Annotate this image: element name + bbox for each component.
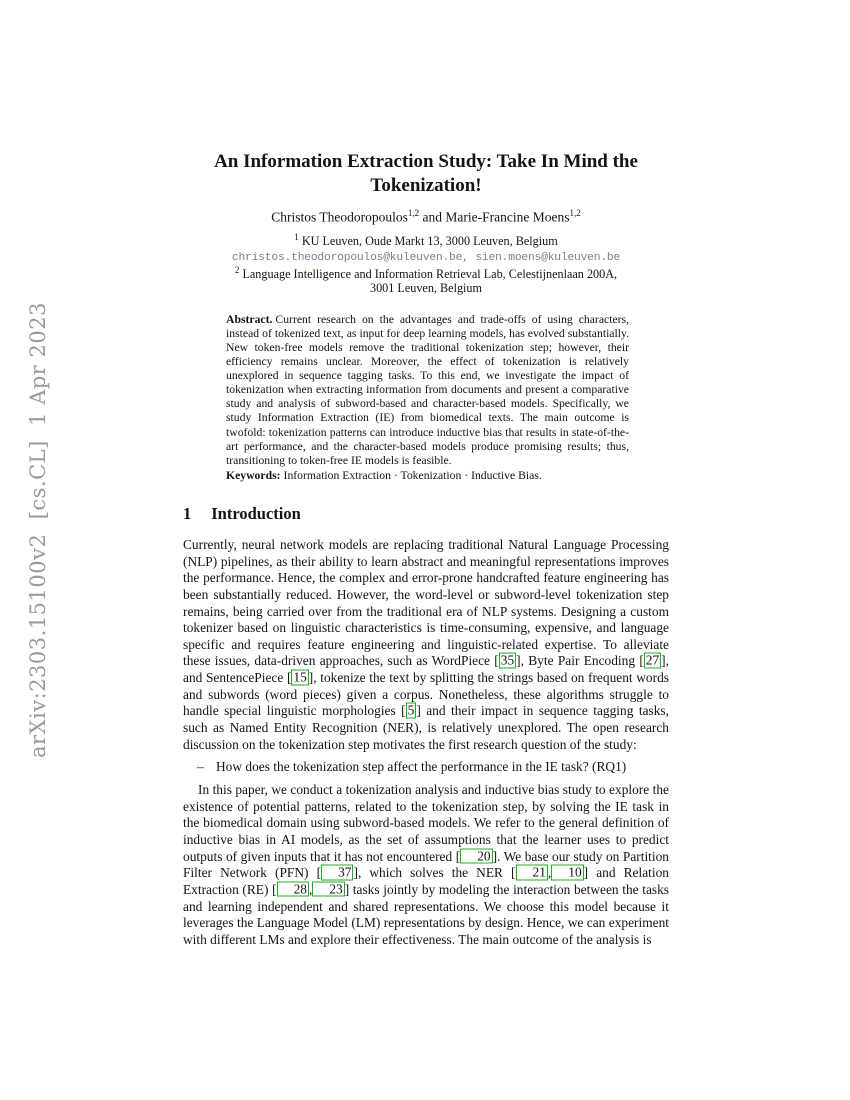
affiliation-2-text-line2: 3001 Leuven, Belgium [369, 281, 483, 296]
intro-paragraph-1: Currently, neural network models are replacing traditional Natural Language Processing (NLP) pipelines, as their ability to learn abstract and meaningful representations improves the performance. Hence, the complex and error-prone handcrafted feature engineering has been substantially reduced. However, the word-level or subword-level tokenization step remains, being carried over from the traditional era of NLP systems. Designing a custom tokenizer based on linguistic characteristics is time-consuming, expensive, and language specific and requires feature engineering and linguistic-related expertise. To alleviate these issues, data-driven approaches, such as WordPiece [ 35 ], Byte Pair Encoding [ 27 ], and SentencePiece [ 15 ], tokenize the text by splitting the strings based on frequent words and subwords (word pieces) given a corpus. Nonetheless, these algorithms struggle to handle special linguistic morphologies [ 5 ] and their impact in sequence tagging tasks, such as Named Entity Recognition (NER), is relatively unexplored. The open research discussion on the tokenization step motivates the first research question of the study: [183, 536, 669, 752]
citation-link[interactable]: 35 [500, 652, 515, 668]
authors-connector: and [419, 209, 446, 225]
citation-link[interactable]: 15 [293, 669, 307, 685]
section-heading-introduction [183, 504, 669, 524]
paper-page [183, 0, 669, 949]
intro-paragraph-2: In this paper, we conduct a tokenization analysis and inductive bias study to explore the existence of potential patterns, related to the tokenization step, by solving the IE task in the biomedical domain using subword-based models. We refer to the general definition of inductive bias in AI models, as the set of assumptions that the learner uses to predict outputs of given inputs that it has not encountered [ 20 ]. We base our study on Partition Filter Network (PFN) [ 37 ], which solves the NER [ 21 , 10 ] and Relation Extraction (RE) [ 28 , 23 ] tasks jointly by modeling the interaction between the tasks and learning independent and shared representations. We choose this model because it leverages the Language Model (LM) representations by design. Hence, we can experiment with different LMs and explore their effectiveness. The main outcome of the analysis is [183, 782, 670, 947]
keywords-text: Information Extraction · Tokenization · Inductive Bias. [283, 468, 542, 482]
affiliation-1-text: KU Leuven, Oude Markt 13, 3000 Leuven, Belgium [298, 234, 558, 249]
citation-link[interactable]: 20 [460, 848, 492, 863]
author-1: Christos Theodoropoulos [271, 209, 408, 225]
keywords-line [226, 469, 629, 483]
citation-link[interactable]: 21 [516, 865, 548, 880]
abstract-text: Current research on the advantages and trade-offs of using characters, instead of tokenized text, as input for deep learning models, has evolved substantially. New token-free models remove the traditional tokenization step; however, their efficiency remains unclear. Moreover, the effect of tokenization is relatively unexplored in sequence tagging tasks. To this end, we investigate the impact of tokenization when extracting information from documents and present a comparative study and analysis of subword-based and character-based models. Specifically, we study Information Extraction (IE) from biomedical texts. The main outcome is twofold: tokenization patterns can introduce inductive bias that results in state-of-the-art performance, and the character-based models produce promising results; thus, transitioning to token-free IE models is feasible. [226, 312, 629, 467]
research-question-text: How does the tokenization step affect the performance in the IE task? (RQ1) [216, 759, 627, 775]
citation-link[interactable]: 37 [321, 865, 353, 880]
affiliation-1 [183, 232, 669, 248]
research-question-item [197, 759, 669, 776]
arxiv-watermark: arXiv:2303.15100v2 [cs.CL] 1 Apr 2023 [26, 302, 50, 758]
author-2: Marie-Francine Moens [445, 209, 570, 225]
author-1-affmark: 1,2 [407, 207, 420, 218]
keywords-label: Keywords: [226, 468, 281, 482]
affiliation-2-text: Language Intelligence and Information Retrieval Lab, Celestijnenlaan 200A, [239, 266, 618, 281]
email-row [183, 249, 669, 265]
bullet-dash: – [197, 759, 204, 775]
section-title: Introduction [211, 503, 301, 523]
citation-link[interactable]: 10 [551, 865, 583, 880]
abstract [226, 313, 629, 468]
paper-title [201, 150, 651, 199]
email-link[interactable]: christos.theodoropoulos@kuleuven.be, sien.moens@kuleuven.be [231, 251, 621, 264]
affiliation-1-marker: 1 [294, 232, 299, 243]
title-line-2: Tokenization! [370, 175, 482, 197]
section-number: 1 [183, 503, 192, 523]
affiliation-2-marker: 2 [234, 264, 240, 275]
affiliation-2 [183, 265, 669, 296]
citation-link[interactable]: 5 [407, 702, 415, 718]
citation-link[interactable]: 23 [312, 882, 344, 897]
author-2-affmark: 1,2 [569, 207, 581, 218]
citation-link[interactable]: 28 [277, 882, 309, 897]
citation-link[interactable]: 27 [645, 652, 660, 668]
authors-line [183, 208, 669, 226]
abstract-label: Abstract. [226, 312, 273, 326]
title-line-1: An Information Extraction Study: Take In Mind the [214, 151, 638, 172]
